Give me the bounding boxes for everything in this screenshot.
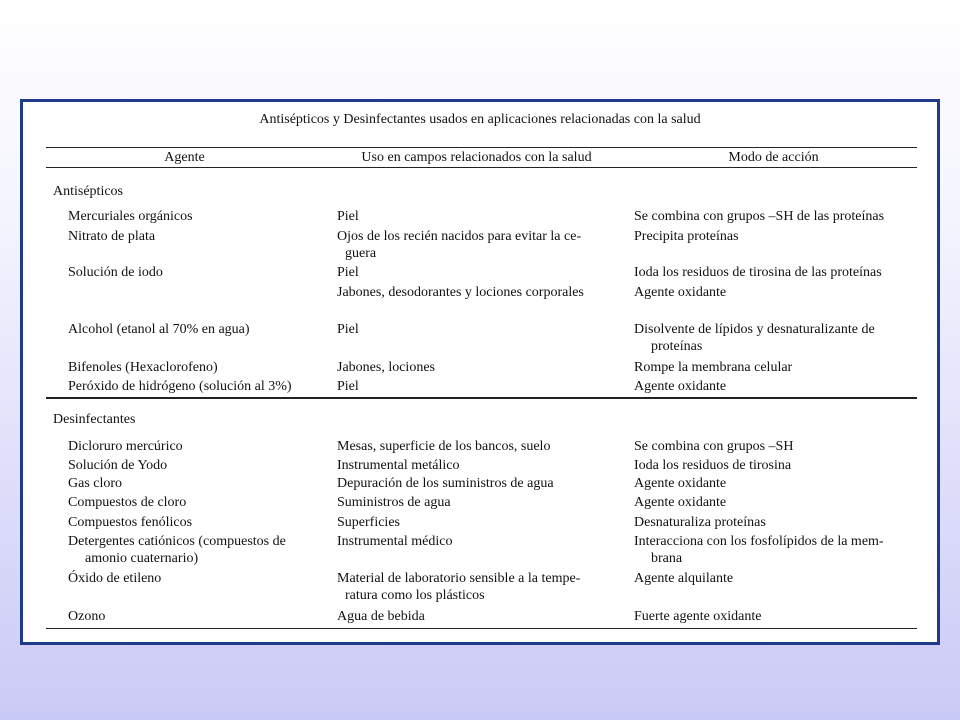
mode-cell: brana	[651, 551, 683, 566]
mode-cell: Ioda los residuos de tirosina de las proteínas	[634, 265, 882, 280]
use-cell: Instrumental metálico	[337, 458, 460, 473]
use-cell: Depuración de los suministros de agua	[337, 476, 554, 491]
mode-cell: Interacciona con los fosfolípidos de la mem-	[634, 534, 884, 549]
mode-cell: proteínas	[651, 339, 703, 354]
agent-cell: Solución de Yodo	[68, 458, 168, 473]
agent-cell: Gas cloro	[68, 476, 123, 491]
agent-cell: Solución de iodo	[68, 265, 163, 280]
mode-cell: Agente oxidante	[634, 379, 727, 394]
agent-cell: Nitrato de plata	[68, 229, 156, 244]
section-label: Desinfectantes	[53, 412, 136, 427]
mode-cell: Agente alquilante	[634, 571, 734, 586]
rule-header	[46, 167, 917, 168]
agent-cell: Ozono	[68, 609, 106, 624]
mode-cell: Precipita proteínas	[634, 229, 739, 244]
agent-cell: Peróxido de hidrógeno (solución al 3%)	[68, 379, 292, 394]
mode-cell: Se combina con grupos –SH	[634, 439, 794, 454]
header-modo: Modo de acción	[728, 150, 819, 165]
table-frame	[20, 99, 940, 645]
mode-cell: Se combina con grupos –SH de las proteínas	[634, 209, 885, 224]
agent-cell: Alcohol (etanol al 70% en agua)	[68, 322, 250, 337]
rule-top	[46, 147, 917, 148]
mode-cell: Agente oxidante	[634, 495, 727, 510]
rule-bottom	[46, 628, 917, 629]
use-cell: Jabones, lociones	[337, 360, 435, 375]
agent-cell: Bifenoles (Hexaclorofeno)	[68, 360, 218, 375]
header-agente: Agente	[164, 150, 205, 165]
agent-cell: Compuestos fenólicos	[68, 515, 193, 530]
use-cell: Instrumental médico	[337, 534, 453, 549]
agent-cell: Dicloruro mercúrico	[68, 439, 183, 454]
agent-cell: Óxido de etileno	[68, 571, 162, 586]
agent-cell: Detergentes catiónicos (compuestos de	[68, 534, 286, 549]
use-cell: Piel	[337, 209, 359, 224]
use-cell: Superficies	[337, 515, 400, 530]
use-cell: Ojos de los recién nacidos para evitar la ce-	[337, 229, 582, 244]
use-cell: Mesas, superficie de los bancos, suelo	[337, 439, 551, 454]
use-cell: Jabones, desodorantes y lociones corporales	[337, 285, 584, 300]
section-label: Antisépticos	[53, 184, 123, 199]
mode-cell: Agente oxidante	[634, 285, 727, 300]
use-cell: Piel	[337, 322, 359, 337]
header-uso: Uso en campos relacionados con la salud	[361, 150, 592, 165]
use-cell: Piel	[337, 265, 359, 280]
mode-cell: Fuerte agente oxidante	[634, 609, 762, 624]
table-title: Antisépticos y Desinfectantes usados en aplicaciones relacionadas con la salud	[259, 112, 701, 127]
agent-cell: Mercuriales orgánicos	[68, 209, 193, 224]
use-cell: guera	[345, 246, 377, 261]
rule-section	[46, 397, 917, 399]
use-cell: Suministros de agua	[337, 495, 451, 510]
agent-cell: Compuestos de cloro	[68, 495, 187, 510]
use-cell: Piel	[337, 379, 359, 394]
mode-cell: Rompe la membrana celular	[634, 360, 793, 375]
use-cell: Material de laboratorio sensible a la tempe-	[337, 571, 581, 586]
mode-cell: Agente oxidante	[634, 476, 727, 491]
agent-cell: amonio cuaternario)	[85, 551, 199, 566]
mode-cell: Disolvente de lípidos y desnaturalizante de	[634, 322, 875, 337]
mode-cell: Desnaturaliza proteínas	[634, 515, 766, 530]
mode-cell: Ioda los residuos de tirosina	[634, 458, 792, 473]
use-cell: ratura como los plásticos	[345, 588, 485, 603]
use-cell: Agua de bebida	[337, 609, 425, 624]
